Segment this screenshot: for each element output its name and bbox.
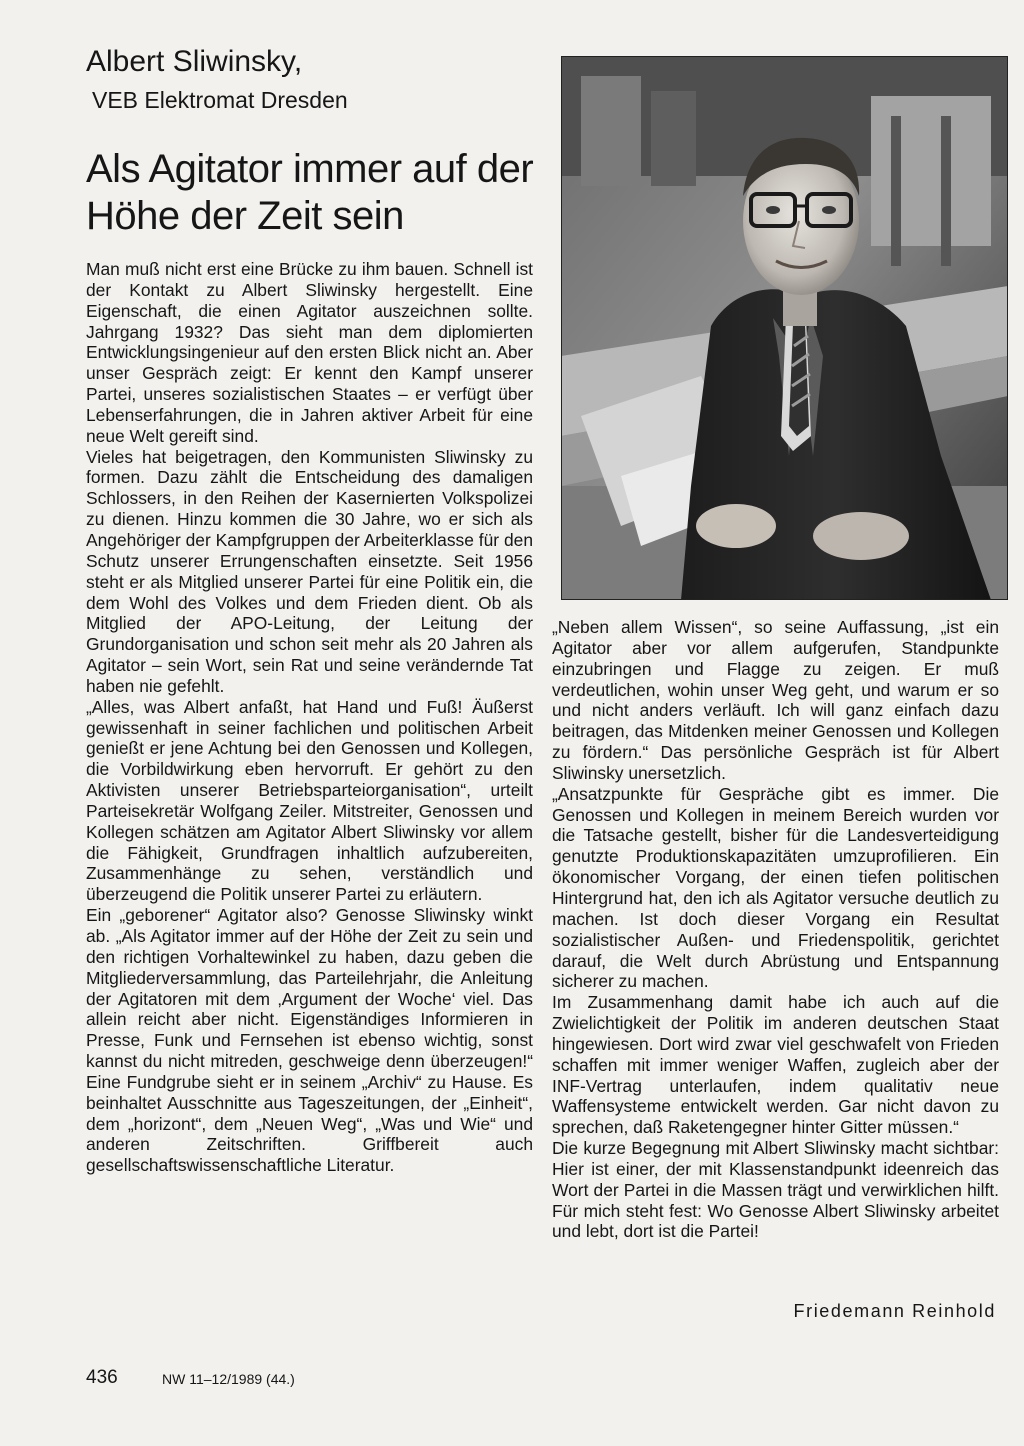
right-column — [552, 617, 999, 1242]
paragraph: Man muß nicht erst eine Brücke zu ihm bauen. Schnell ist der Kontakt zu Albert Sliwinsky hergestellt. Eine Eigenschaft, die einen Agitator auszeichnen sollte. Jahrgang 1932? Das sieht man dem diplomierten Entwicklungsingenieur auf den ersten Blick nicht an. Aber unser Gespräch zeigt: Er kennt den Kampf unserer Partei, unseres sozialistischen Staates – er verfügt über Lebenserfahrungen, die in Jahren aktiver Arbeit für eine neue Welt gereift sind. — [86, 259, 533, 446]
paragraph: „Ansatzpunkte für Gespräche gibt es immer. Die Genossen und Kollegen in meinem Bereich wurden vor die Tatsache gestellt, bisher für die Landesverteidigung genutzte Produktionskapazitäten umzuprofilieren. Ein ökonomischer Vorgang, der einen tiefen politischen Hintergrund hat, den ich als Agitator versuche deutlich zu machen. Ist doch dieser Vorgang ein Resultat sozialistischer Außen- und Friedenspolitik, gerichtet darauf, die Welt durch Abrüstung und Entspannung sicherer zu machen. — [552, 783, 999, 992]
paragraph: „Neben allem Wissen“, so seine Auffassung, „ist ein Agitator aber vor allem aufgerufen, Standpunkte einzubringen und Flagge zu zeigen. Er muß verdeutlichen, wohin unser Weg geht, und warum er so und nicht anders verläuft. Ich will ganz einfach dazu beitragen, das Mitdenken meiner Genossen und Kollegen zu fördern.“ Das persönliche Gespräch ist für Albert Sliwinsky unersetzlich. — [552, 617, 999, 783]
paragraph: Ein „geborener“ Agitator also? Genosse Sliwinsky winkt ab. „Als Agitator immer auf der Höhe der Zeit zu sein und den richtigen Vorhaltewinkel zu haben, dazu geben die Mitgliederversammlung, das Parteilehrjahr, die Anleitung der Agitatoren mit dem ‚Argument der Woche‘ viel. Das allein reicht aber nicht. Eigenständiges Informieren in Presse, Funk und Fernsehen ist ebenso wichtig, sonst kannst du nicht mitreden, geschweige denn überzeugen!“ Eine Fundgrube sieht er in seinem „Archiv“ zu Hause. Es beinhaltet Ausschnitte aus Tageszeitungen, der „Einheit“, dem „horizont“, dem „Neuen Weg“, „Was und Wie“ und anderen Zeitschriften. Griffbereit auch gesellschaftswissenschaftliche Literatur. — [86, 905, 533, 1176]
article-headline: Als Agitator immer auf der Höhe der Zeit sein — [86, 147, 534, 238]
left-column — [86, 259, 533, 1176]
author-name: Albert Sliwinsky, — [86, 45, 303, 78]
paragraph: Vieles hat beigetragen, den Kommunisten Sliwinsky zu formen. Dazu zählt die Entscheidung des damaligen Schlossers, in den Reihen der Kasernierten Volkspolizei zu dienen. Hinzu kommen die 30 Jahre, wo er sich als Angehöriger der Kampfgruppen der Arbeiterklasse für den Schutz unserer Errungenschaften einsetzte. Seit 1956 steht er als Mitglied unserer Partei für eine Politik ein, die dem Wohl des Volkes und dem Frieden dient. Ob als Mitglied der APO-Leitung, der Leitung der Grundorganisation und schon seit mehr als 20 Jahren als Agitator – sein Wort, sein Rat und seine verändernde Tat haben nie gefehlt. — [86, 446, 533, 696]
paragraph: Die kurze Begegnung mit Albert Sliwinsky macht sichtbar: Hier ist einer, der mit Klassenstandpunkt ideenreich das Wort der Partei in die Massen trägt und verwirklichen hilft. Für mich steht fest: Wo Genosse Albert Sliwinsky arbeitet und lebt, dort ist die Partei! — [552, 1138, 999, 1242]
paragraph: „Alles, was Albert anfaßt, hat Hand und Fuß! Äußerst gewissenhaft in seiner fachlichen und politischen Arbeit genießt er jene Achtung bei den Genossen und Kollegen, die Vorbildwirkung eben hervorruft. Er gehört zu den Aktivisten unserer Betriebsparteiorganisation“, urteilt Parteisekretär Wolfgang Zeiler. Mitstreiter, Genossen und Kollegen schätzen am Agitator Albert Sliwinsky vor allem die Fähigkeit, Grundfragen inhaltlich aufzubereiten, Zusammenhänge zu sehen, verständlich und überzeugend die Politik unserer Partei zu erläutern. — [86, 696, 533, 905]
portrait-photo-icon — [561, 56, 1008, 600]
author-affiliation: VEB Elektromat Dresden — [92, 87, 348, 113]
portrait-photo — [561, 56, 1008, 600]
author-signature: Friedemann Reinhold — [793, 1301, 996, 1321]
page-number: 436 — [86, 1367, 118, 1388]
paragraph: Im Zusammenhang damit habe ich auch auf die Zwielichtigkeit der Politik im anderen deutschen Staat hingewiesen. Dort wird zwar viel geschwafelt von Frieden schaffen mit immer weniger Waffen, zugleich aber der INF-Vertrag unterlaufen, indem qualitativ neue Waffensysteme entwickelt werden. Gar nicht davon zu sprechen, daß Raketengegner hinter Gitter müssen.“ — [552, 992, 999, 1138]
journal-reference: NW 11–12/1989 (44.) — [162, 1371, 295, 1387]
